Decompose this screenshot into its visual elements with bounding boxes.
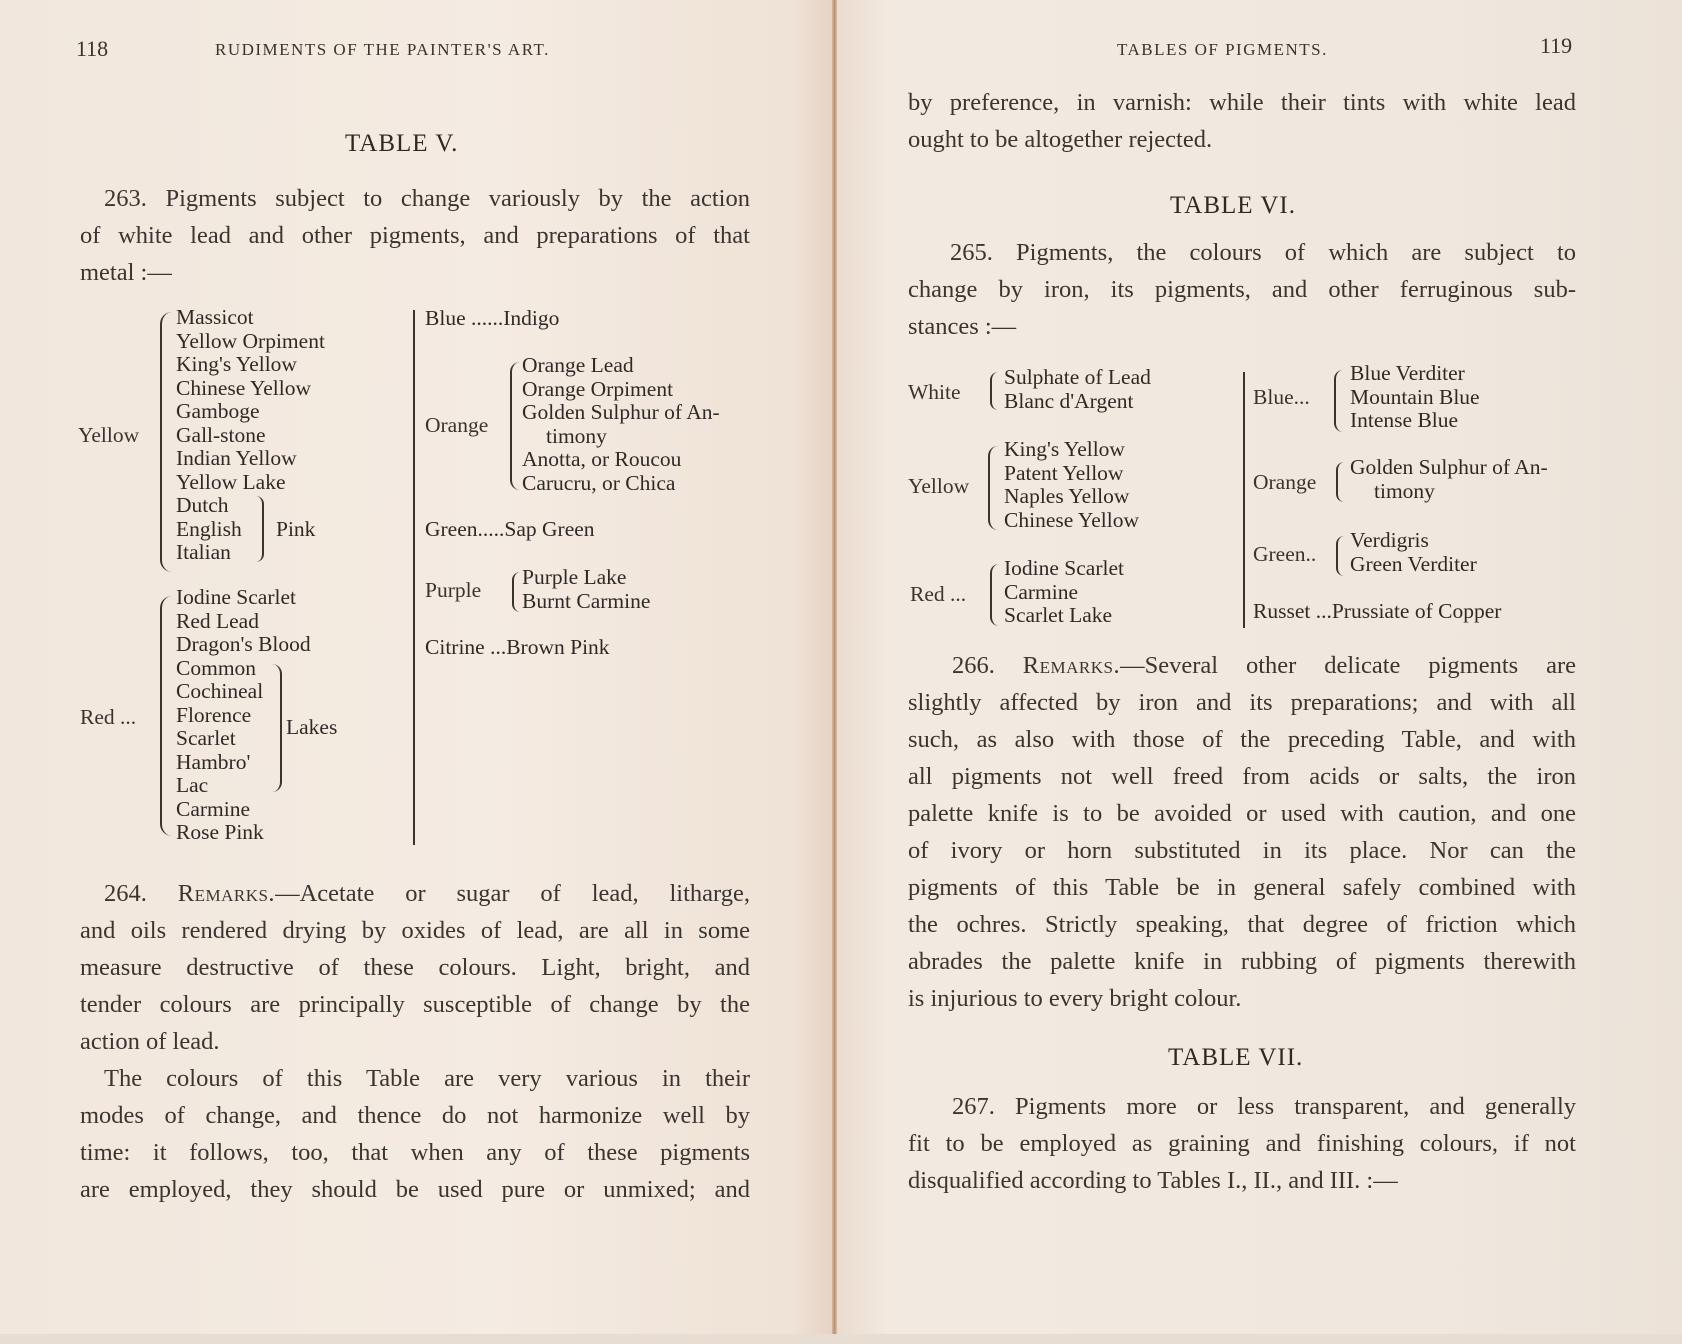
- green-vi-list: [1350, 529, 1477, 576]
- pigment-item: Yellow Lake: [176, 469, 286, 494]
- page-number-right: 119: [1540, 33, 1573, 58]
- paragraph-number: 264.: [104, 880, 147, 907]
- paragraph-closing: [80, 1060, 750, 1208]
- pigment-item: Anotta, or Roucou: [522, 447, 682, 471]
- paragraph-263: [80, 180, 750, 291]
- group-label-blue: Blue ......: [425, 306, 504, 330]
- red-vi-list: [1004, 557, 1124, 628]
- paragraph-line: metal :—: [80, 259, 172, 286]
- brace-lakes: [272, 664, 282, 792]
- group-label-red-vi: Red ...: [910, 582, 967, 606]
- pigment-item: Naples Yellow: [1004, 484, 1130, 508]
- pigment-item: King's Yellow: [176, 352, 297, 376]
- brace-yellow: [160, 312, 172, 572]
- paragraph-line: all pigments not well freed from acids or salts, the iron: [908, 763, 1576, 790]
- paragraph-line: by preference, in varnish: while their tints with white lead: [908, 89, 1576, 116]
- pigment-item: Gall-stone: [176, 422, 266, 447]
- paragraph-line: tender colours are principally susceptible of change by the: [80, 991, 750, 1018]
- pigment-item: Golden Sulphur of An-: [1350, 455, 1548, 479]
- group-label-white: White: [908, 380, 961, 404]
- blue-vi-list: [1350, 362, 1480, 433]
- row-green: [425, 518, 595, 542]
- group-label-blue-vi: Blue...: [1253, 385, 1310, 409]
- paragraph-line: 263. Pigments subject to change variously by the action: [104, 185, 750, 212]
- paragraph-line: ought to be altogether rejected.: [908, 126, 1213, 153]
- pigment-item: Scarlet Lake: [1004, 603, 1113, 627]
- paragraph-267: [908, 1088, 1576, 1199]
- pigment-item: Yellow Orpiment: [176, 328, 325, 353]
- paragraph-line: fit to be employed as graining and finishing colours, if not: [908, 1130, 1576, 1157]
- pigment-item: timony: [1374, 478, 1435, 503]
- pigment-item: Italian: [176, 540, 231, 564]
- lakes-label: Lakes: [286, 715, 338, 739]
- pigment-item: Patent Yellow: [1004, 460, 1124, 485]
- paragraph-line: are employed, they should be used pure or unmixed; and: [80, 1176, 750, 1203]
- pigment-item: Blue Verditer: [1350, 361, 1465, 385]
- pigment-item: Burnt Carmine: [522, 588, 651, 613]
- paragraph-line: disqualified according to Tables I., II., and III. :—: [908, 1167, 1398, 1194]
- pigment-item: Common: [176, 655, 257, 680]
- brace-yellow-vi: [988, 446, 998, 530]
- pigment-item: Orange Orpiment: [522, 376, 674, 401]
- pigment-item: Florence: [176, 702, 252, 727]
- page-bottom-edge: [0, 1334, 1682, 1344]
- pigment-item: Carucru, or Chica: [522, 470, 676, 495]
- paragraph-line: change by iron, its pigments, and other ferruginous sub-: [908, 276, 1576, 303]
- brace-purple: [512, 572, 520, 612]
- running-head-left: RUDIMENTS OF THE PAINTER'S ART.: [215, 40, 550, 59]
- pink-label: Pink: [276, 517, 316, 541]
- group-label-green: Green.....: [425, 517, 505, 541]
- paragraph-line: pigments of this Table be in general safely combined with: [908, 874, 1576, 901]
- book-gutter: [832, 0, 837, 1344]
- page-number-left: 118: [76, 36, 109, 61]
- brace-white: [990, 372, 998, 410]
- orange-list: [522, 354, 720, 495]
- pigment-item: Lac: [176, 773, 209, 797]
- pigment-item: Scarlet: [176, 726, 236, 750]
- paragraph-text: —Several other delicate pigments are: [1120, 652, 1576, 679]
- pigment-item: Brown Pink: [506, 635, 610, 659]
- pigment-item: Intense Blue: [1350, 408, 1459, 432]
- paragraph-line: [80, 875, 750, 912]
- group-label-citrine: Citrine ...: [425, 635, 507, 659]
- pigment-item: Rose Pink: [176, 820, 264, 844]
- pigment-item: Purple Lake: [522, 565, 627, 589]
- pigment-item: Gamboge: [176, 399, 260, 423]
- pigment-item: Indigo: [503, 306, 560, 330]
- group-label-orange: Orange: [425, 413, 489, 437]
- pigment-item: Verdigris: [1350, 528, 1429, 552]
- pigment-item: timony: [546, 423, 607, 448]
- pigment-item: Chinese Yellow: [1004, 507, 1139, 532]
- paragraph-line: is injurious to every bright colour.: [908, 985, 1242, 1012]
- pigment-item: Carmine: [1004, 579, 1079, 604]
- paragraph-266: [908, 647, 1576, 1017]
- row-russet: [1253, 600, 1501, 624]
- paragraph-265: [908, 234, 1576, 345]
- paragraph-line: modes of change, and thence do not harmonize well by: [80, 1102, 750, 1129]
- paragraph-continuation: [908, 84, 1576, 158]
- paragraph-number: 266.: [952, 652, 995, 679]
- paragraph-text: —Acetate or sugar of lead, litharge,: [275, 880, 750, 907]
- table-vi-heading: TABLE VI.: [1170, 192, 1296, 219]
- pigment-item: Hambro': [176, 749, 251, 774]
- row-blue: [425, 307, 559, 331]
- group-label-purple: Purple: [425, 578, 482, 602]
- pigment-item: Carmine: [176, 796, 251, 821]
- pigment-item: Orange Lead: [522, 353, 634, 377]
- paragraph-line: The colours of this Table are very various in their: [104, 1065, 750, 1092]
- pigment-item: Cochineal: [176, 679, 264, 703]
- row-citrine: [425, 636, 610, 660]
- table-column-rule: [413, 310, 415, 845]
- brace-blue-vi: [1334, 370, 1343, 432]
- pigment-item: King's Yellow: [1004, 437, 1125, 461]
- brace-pink: [256, 496, 264, 562]
- paragraph-line: action of lead.: [80, 1028, 220, 1055]
- paragraph-line: slightly affected by iron and its preparations; and with all: [908, 689, 1576, 716]
- paragraph-line: such, as also with those of the preceding Table, and with: [908, 726, 1576, 753]
- yellow-vi-list: [1004, 438, 1139, 532]
- remarks-heading: Remarks.: [177, 880, 276, 907]
- pigment-item: Sulphate of Lead: [1004, 365, 1151, 389]
- paragraph-line: abrades the palette knife in rubbing of pigments therewith: [908, 948, 1576, 975]
- group-label-yellow-vi: Yellow: [908, 474, 970, 498]
- pigment-item: English: [176, 516, 242, 541]
- group-label-orange-vi: Orange: [1253, 470, 1317, 494]
- brace-green-vi: [1336, 536, 1344, 576]
- pigment-item: Sap Green: [504, 517, 595, 541]
- pigment-item: Blanc d'Argent: [1004, 388, 1134, 413]
- pigment-item: Golden Sulphur of An-: [522, 400, 720, 424]
- running-head-right: TABLES OF PIGMENTS.: [1117, 40, 1328, 59]
- pigment-item: Dragon's Blood: [176, 632, 311, 656]
- brace-orange-vi: [1336, 462, 1344, 502]
- paragraph-line: time: it follows, too, that when any of these pigments: [80, 1139, 750, 1166]
- group-label-russet: Russet ...: [1253, 599, 1332, 623]
- paragraph-line: 265. Pigments, the colours of which are subject to: [950, 239, 1576, 266]
- group-label-yellow: Yellow: [78, 423, 140, 447]
- pigment-item: Prussiate of Copper: [1331, 599, 1502, 623]
- group-label-green-vi: Green..: [1253, 542, 1317, 566]
- paragraph-line: [908, 647, 1576, 684]
- table-v-heading: TABLE V.: [345, 130, 459, 157]
- pigment-item: Massicot: [176, 305, 254, 329]
- pigment-item: Green Verditer: [1350, 551, 1477, 576]
- paragraph-264: [80, 875, 750, 1060]
- paragraph-line: palette knife is to be avoided or used with caution, and one: [908, 800, 1576, 827]
- brace-red-vi: [990, 564, 999, 626]
- paragraph-line: measure destructive of these colours. Light, bright, and: [80, 954, 750, 981]
- white-list: [1004, 366, 1151, 413]
- brace-red: [160, 596, 172, 836]
- paragraph-line: and oils rendered drying by oxides of lead, are all in some: [80, 917, 750, 944]
- paragraph-line: the ochres. Strictly speaking, that degree of friction which: [908, 911, 1576, 938]
- paragraph-line: of white lead and other pigments, and preparations of that: [80, 222, 750, 249]
- paragraph-line: stances :—: [908, 313, 1017, 340]
- purple-list: [522, 566, 650, 613]
- group-label-red: Red ...: [80, 705, 137, 729]
- pigment-item: Indian Yellow: [176, 446, 297, 470]
- table-column-rule: [1243, 372, 1245, 628]
- remarks-heading: Remarks.: [1022, 652, 1121, 679]
- pigment-item: Mountain Blue: [1350, 384, 1480, 409]
- paragraph-line: of ivory or horn substituted in its place. Nor can the: [908, 837, 1576, 864]
- paragraph-line: 267. Pigments more or less transparent, and generally: [952, 1093, 1576, 1120]
- brace-orange: [510, 362, 520, 490]
- pigment-item: Chinese Yellow: [176, 375, 311, 400]
- orange-vi-list: [1350, 456, 1548, 503]
- pigment-item: Iodine Scarlet: [1004, 556, 1124, 580]
- pigment-item: Iodine Scarlet: [176, 585, 296, 609]
- pigment-item: Dutch: [176, 493, 229, 517]
- pigment-item: Red Lead: [176, 608, 259, 633]
- table-vii-heading: TABLE VII.: [1168, 1044, 1304, 1071]
